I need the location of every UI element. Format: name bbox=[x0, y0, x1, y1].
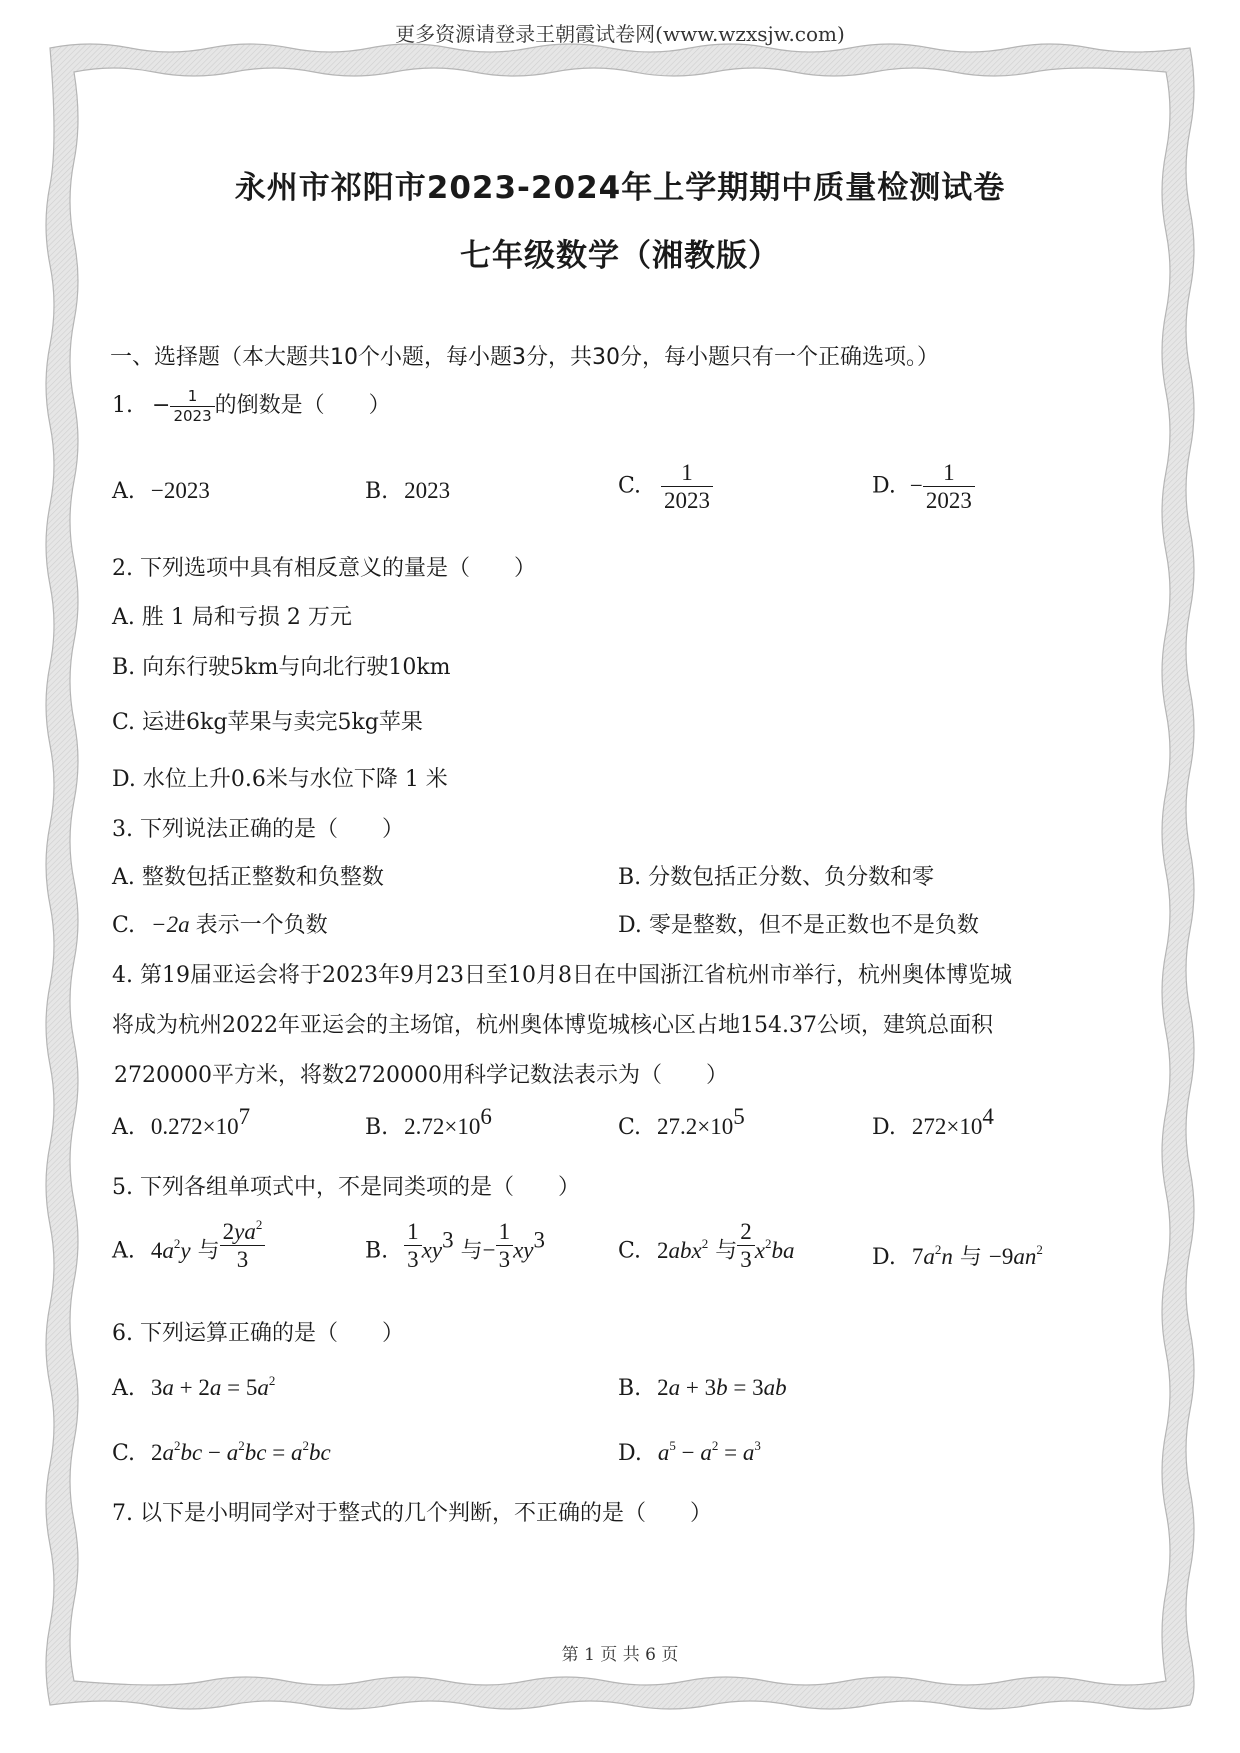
section-heading: 一、选择题（本大题共10个小题，每小题3分，共30分，每小题只有一个正确选项。） bbox=[110, 345, 939, 370]
q6-option-a[interactable]: A. $3a + 2a = 5a^2$ bbox=[112, 1373, 276, 1401]
question-3: 3. 下列说法正确的是（ ） bbox=[112, 817, 404, 842]
question-stem: 的倒数是（ ） bbox=[214, 393, 391, 418]
minus-sign: − bbox=[152, 393, 171, 418]
q5-option-c[interactable]: C. 2abx$^2$ 与 $\frac{2}{3}$ $x^2ba$ bbox=[618, 1219, 795, 1272]
question-4-line-1: 4. 第19届亚运会将于2023年9月23日至10月8日在中国浙江省杭州市举行，杭州奥体博览城 bbox=[112, 963, 1012, 988]
q1-option-d[interactable]: D. − $\frac{1}{2023}$ bbox=[872, 461, 975, 512]
q4-option-c[interactable]: C. $27.2\times 10^5$ bbox=[618, 1104, 745, 1140]
q1-option-b[interactable]: B. 2023 bbox=[365, 478, 451, 504]
question-4-line-3: 2720000平方米，将数2720000用科学记数法表示为（ ） bbox=[114, 1063, 728, 1088]
q2-option-d[interactable]: D. 水位上升0.6米与水位下降 1 米 bbox=[112, 767, 448, 792]
q4-option-d[interactable]: D. $272\times 10^4$ bbox=[872, 1104, 994, 1140]
fraction: $\frac{1}{2023}$ bbox=[923, 461, 975, 512]
question-6: 6. 下列运算正确的是（ ） bbox=[112, 1321, 404, 1346]
q4-option-a[interactable]: A. $0.272\times 10^7$ bbox=[112, 1104, 251, 1140]
question-4-line-2: 将成为杭州2022年亚运会的主场馆，杭州奥体博览城核心区占地154.37公顷，建筑总面积 bbox=[112, 1013, 993, 1038]
question-2: 2. 下列选项中具有相反意义的量是（ ） bbox=[112, 556, 536, 581]
q6-option-b[interactable]: B. 2a + 3b = 3ab bbox=[618, 1375, 787, 1401]
q2-option-c[interactable]: C. 运进6kg苹果与卖完5kg苹果 bbox=[112, 710, 423, 735]
q1-option-a[interactable]: A. −2023 bbox=[112, 478, 210, 504]
q6-option-c[interactable]: C. $2a^2bc - a^2bc = a^2bc$ bbox=[112, 1438, 331, 1466]
q5-option-b[interactable]: B. $\frac{1}{3}$ $xy^3$ 与− $\frac{1}{3}$ $xy^3$ bbox=[365, 1219, 546, 1272]
q3-option-c[interactable]: C. −2a 表示一个负数 bbox=[112, 912, 328, 938]
source-header: 更多资源请登录王朝霞试卷网(www.wzxsjw.com) bbox=[395, 22, 845, 46]
question-5: 5. 下列各组单项式中，不是同类项的是（ ） bbox=[112, 1175, 580, 1200]
page-footer: 第 1 页 共 6 页 bbox=[561, 1645, 679, 1665]
q5-option-a[interactable]: A. $4a^2y$ 与 $\frac{2ya^2}{3}$ bbox=[112, 1226, 265, 1277]
question-1 bbox=[112, 388, 391, 424]
q2-option-a[interactable]: A. 胜 1 局和亏损 2 万元 bbox=[112, 605, 352, 630]
q2-option-b[interactable]: B. 向东行驶5km与向北行驶10km bbox=[112, 655, 451, 680]
question-number: 1. bbox=[112, 393, 133, 418]
q3-option-a[interactable]: A. 整数包括正整数和负整数 bbox=[112, 865, 384, 890]
exam-subtitle: 七年级数学（湘教版） bbox=[460, 238, 780, 274]
q5-option-d[interactable]: D. $7a^2n$ 与 $-9an^2$ bbox=[872, 1242, 1043, 1270]
fraction: $\frac{1}{2023}$ bbox=[170, 389, 214, 424]
q3-option-d[interactable]: D. 零是整数，但不是正数也不是负数 bbox=[618, 913, 979, 938]
q1-option-c[interactable]: C. $\frac{1}{2023}$ bbox=[618, 461, 713, 512]
q4-option-b[interactable]: B. $2.72\times 10^6$ bbox=[365, 1104, 492, 1140]
question-7: 7. 以下是小明同学对于整式的几个判断，不正确的是（ ） bbox=[112, 1501, 712, 1526]
q6-option-d[interactable]: D. $a^5 - a^2 = a^3$ bbox=[618, 1438, 761, 1466]
exam-title: 永州市祁阳市2023-2024年上学期期中质量检测试卷 bbox=[234, 170, 1006, 206]
fraction: $\frac{1}{2023}$ bbox=[661, 461, 713, 512]
q3-option-b[interactable]: B. 分数包括正分数、负分数和零 bbox=[618, 865, 935, 890]
